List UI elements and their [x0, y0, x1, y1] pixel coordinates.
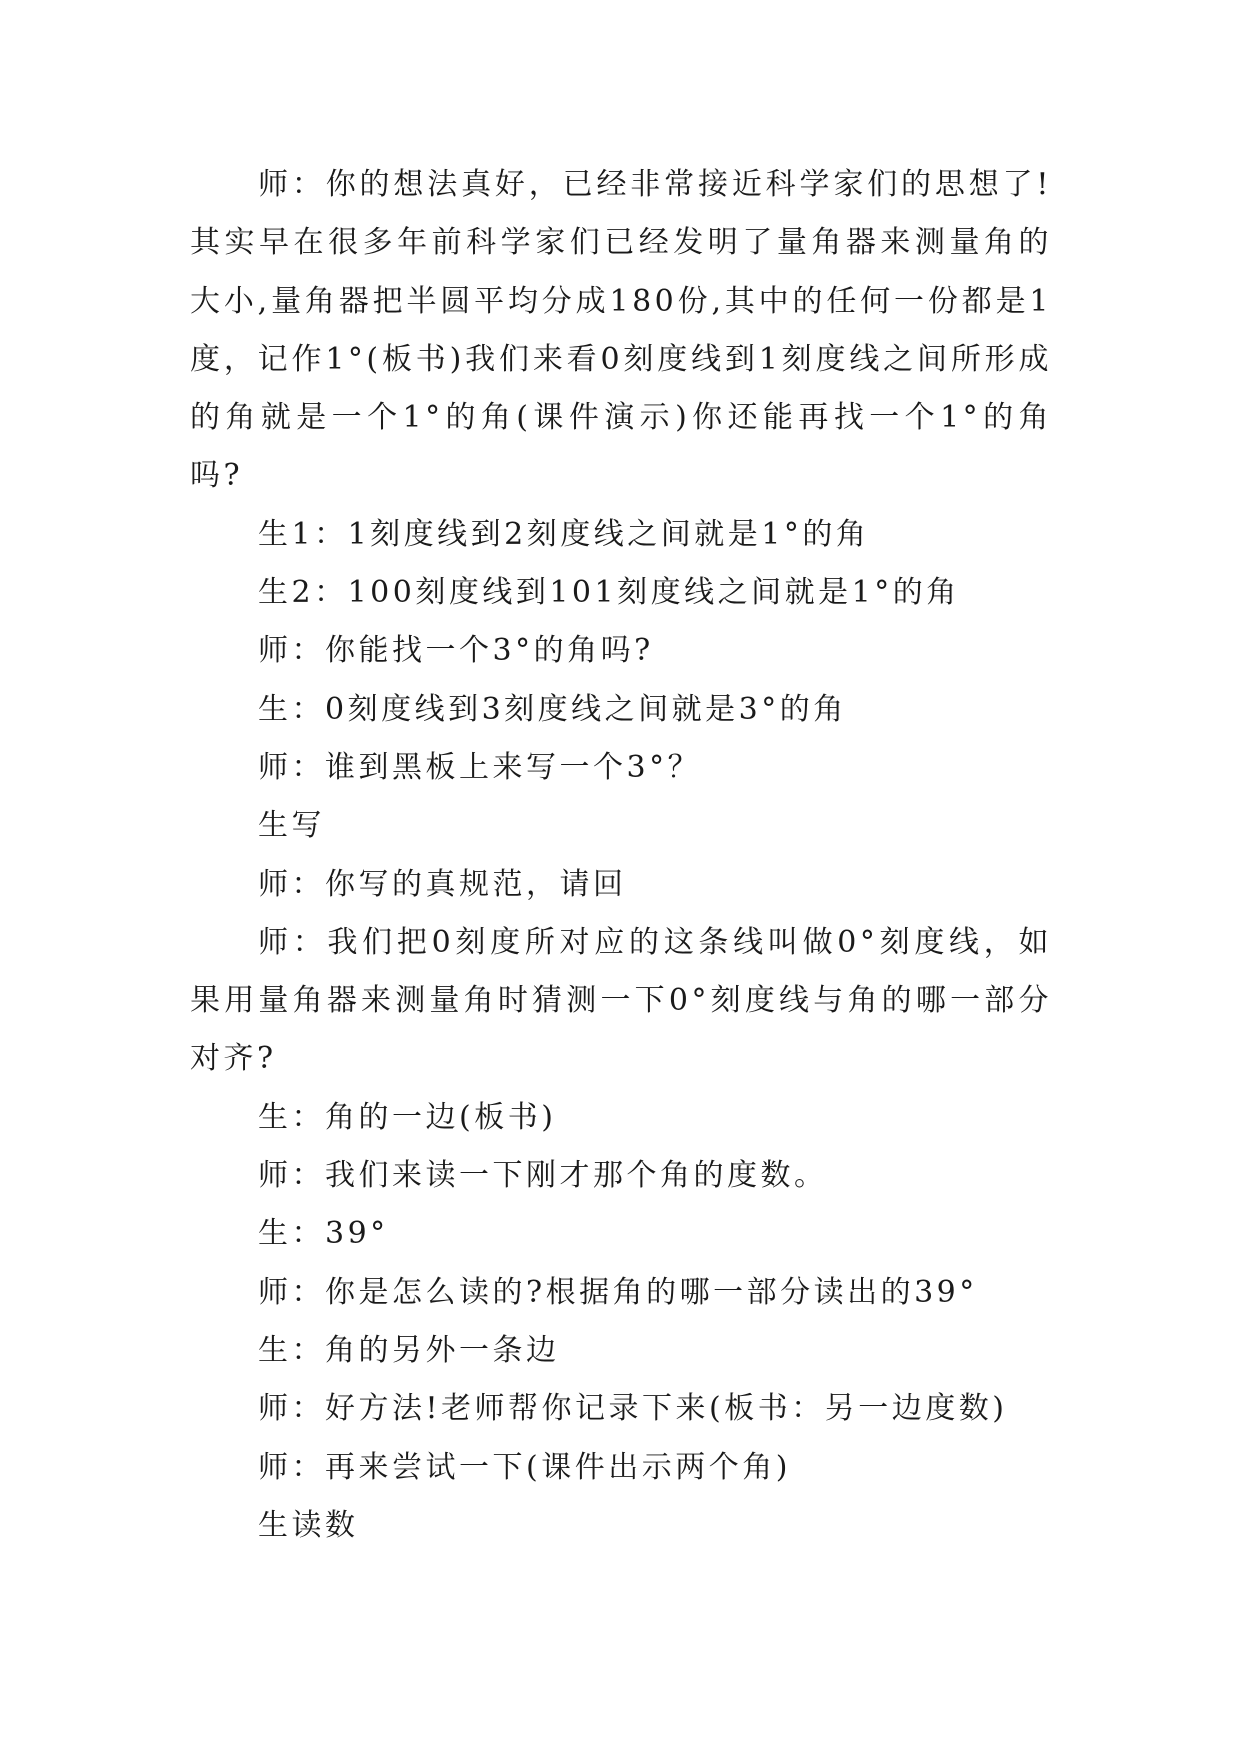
paragraph-teacher-how-read: 师：你是怎么读的?根据角的哪一部分读出的39°: [258, 1274, 978, 1310]
paragraph-student-other-side: 生：角的另外一条边: [258, 1332, 560, 1368]
paragraph-teacher-blackboard: 师：谁到黑板上来写一个3°？: [258, 749, 702, 785]
document-body: [190, 156, 1052, 1555]
paragraph-student-39: 生：39°: [258, 1216, 389, 1252]
paragraph-teacher-record: 师：好方法!老师帮你记录下来(板书：另一边度数): [258, 1391, 1008, 1427]
paragraph-teacher-zero-line: 师：我们把0刻度所对应的这条线叫做0°刻度线，如果用量角器来测量角时猜测一下0°刻度线与角的哪一部分对齐?: [190, 924, 1052, 1077]
paragraph-teacher-read-degree: 师：我们来读一下刚才那个角的度数。: [258, 1158, 828, 1194]
paragraph-student1-answer: 生1：1刻度线到2刻度线之间就是1°的角: [258, 516, 870, 552]
paragraph-student-one-side: 生：角的一边(板书): [258, 1099, 557, 1135]
paragraph-student-reads: 生读数: [258, 1507, 359, 1543]
paragraph-teacher-try-again: 师：再来尝试一下(课件出示两个角): [258, 1449, 791, 1485]
paragraph-student2-answer: 生2：100刻度线到101刻度线之间就是1°的角: [258, 575, 960, 611]
paragraph-teacher-protractor-intro: 师：你的想法真好，已经非常接近科学家们的思想了!其实早在很多年前科学家们已经发明了量角器来测量角的大小,量角器把半圆平均分成180份,其中的任何一份都是1度，记作1°(板书)我们来看0刻度线到1刻度线之间所形成的角就是一个1°的角(课件演示)你还能再找一个1°的角吗?: [190, 167, 1052, 494]
paragraph-teacher-praise: 师：你写的真规范，请回: [258, 866, 627, 902]
paragraph-teacher-find-3-degree: 师：你能找一个3°的角吗?: [258, 633, 654, 669]
paragraph-student-writes: 生写: [258, 808, 325, 844]
paragraph-student-3-degree: 生：0刻度线到3刻度线之间就是3°的角: [258, 691, 847, 727]
